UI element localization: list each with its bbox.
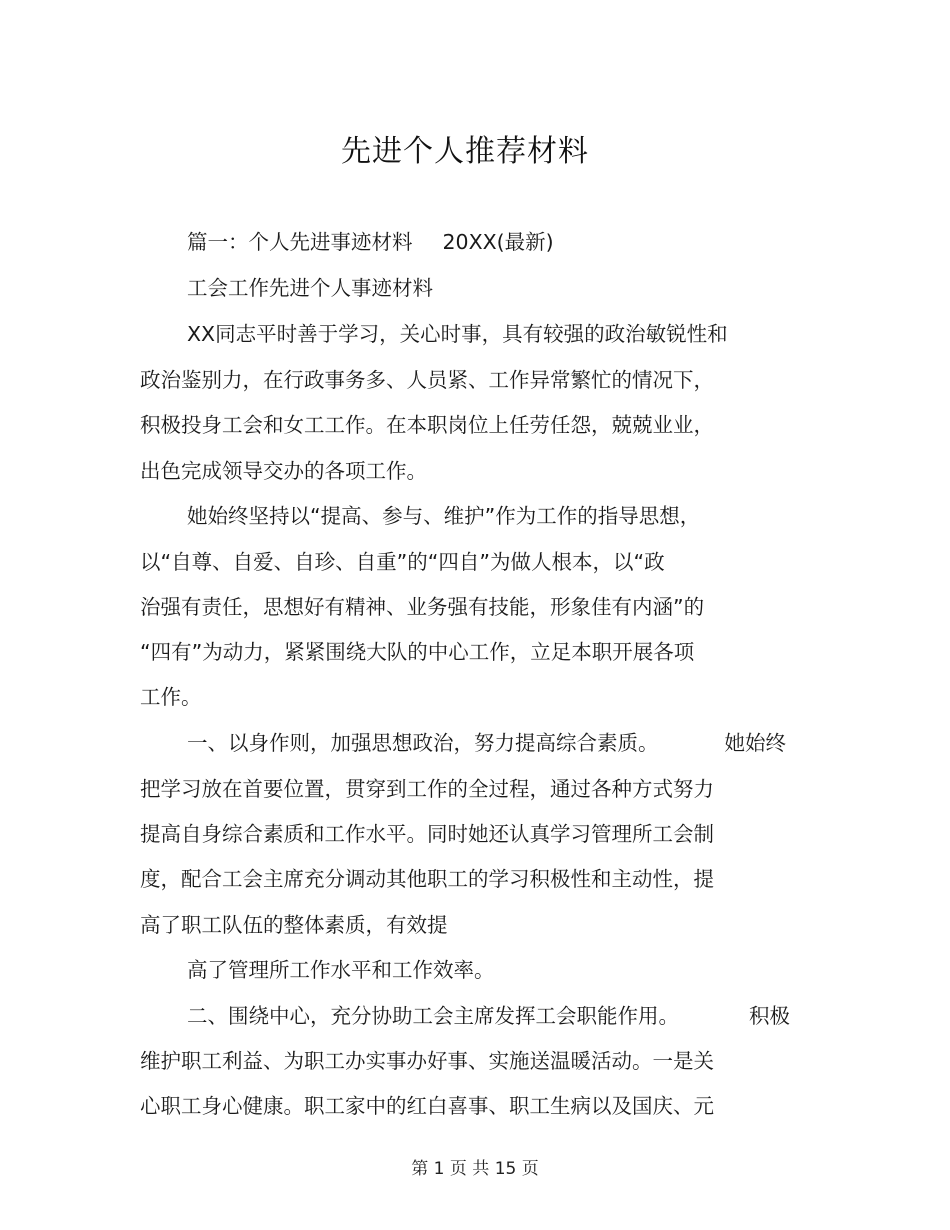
paragraph-line: 把学习放在首要位置，贯穿到工作的全过程，通过各种方式努力	[140, 777, 714, 801]
paragraph-line: XX同志平时善于学习，关心时事，具有较强的政治敏锐性和	[187, 322, 728, 346]
paragraph-line	[187, 729, 786, 757]
document-title: 先进个人推荐材料	[341, 134, 589, 169]
paragraph-line: 积极投身工会和女工工作。在本职岗位上任劳任怨，兢兢业业，	[140, 413, 714, 437]
section-heading: 篇一：个人先进事迹材料	[187, 230, 413, 254]
paragraph-line: “四有”为动力，紧紧围绕大队的中心工作，立足本职开展各项	[140, 640, 695, 664]
paragraph-line: 高了管理所工作水平和工作效率。	[187, 958, 495, 982]
section-heading-date: 20XX(最新)	[442, 230, 554, 254]
point-one-lead: 她始终	[724, 731, 786, 755]
paragraph-line: 政治鉴别力，在行政事务多、人员紧、工作异常繁忙的情况下，	[140, 368, 714, 392]
paragraph-line: 维护职工利益、为职工办实事办好事、实施送温暖活动。一是关	[140, 1049, 714, 1073]
subheading: 工会工作先进个人事迹材料	[187, 276, 433, 300]
paragraph-line: 度，配合工会主席充分调动其他职工的学习积极性和主动性，提	[140, 867, 714, 891]
paragraph-line: 高了职工队伍的整体素质，有效提	[140, 913, 448, 937]
paragraph-line: 工作。	[140, 685, 202, 709]
paragraph-line: 心职工身心健康。职工家中的红白喜事、职工生病以及国庆、元	[140, 1094, 714, 1118]
section-heading-line	[187, 228, 554, 256]
paragraph-line: 治强有责任，思想好有精神、业务强有技能，形象佳有内涵”的	[140, 595, 705, 619]
paragraph-line: 出色完成领导交办的各项工作。	[140, 459, 427, 483]
point-one-heading: 一、以身作则，加强思想政治，努力提高综合素质。	[187, 731, 659, 755]
paragraph-line: 她始终坚持以“提高、参与、维护”作为工作的指导思想，	[187, 504, 701, 528]
page-footer: 第 1 页 共 15 页	[411, 1159, 539, 1179]
point-two-lead: 积极	[749, 1004, 790, 1028]
point-two-heading: 二、围绕中心，充分协助工会主席发挥工会职能作用。	[187, 1004, 679, 1028]
paragraph-line	[187, 1002, 790, 1030]
paragraph-line: 以“自尊、自爱、自珍、自重”的“四自”为做人根本，以“政	[140, 550, 665, 574]
paragraph-line: 提高自身综合素质和工作水平。同时她还认真学习管理所工会制	[140, 822, 714, 846]
